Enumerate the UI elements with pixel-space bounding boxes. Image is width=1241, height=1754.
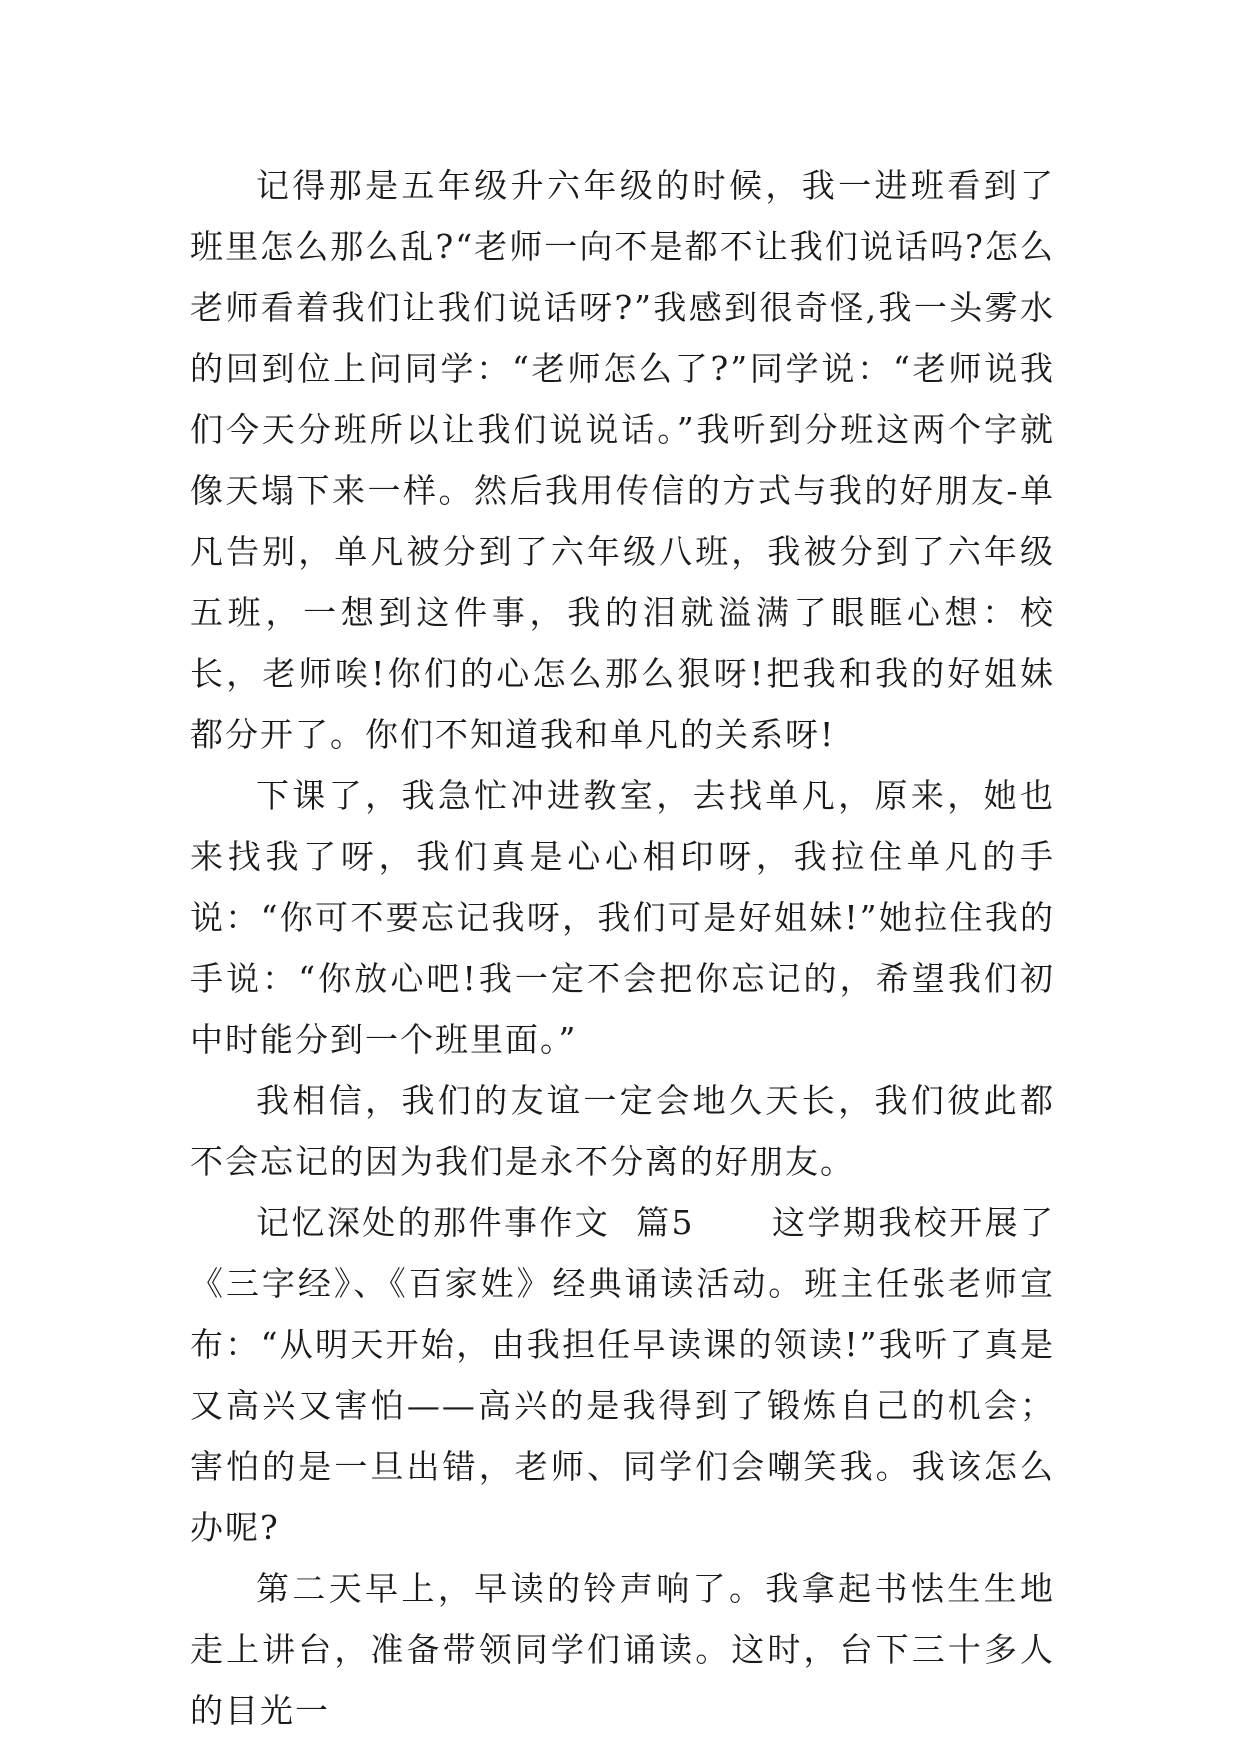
paragraph-2: 下课了，我急忙冲进教室，去找单凡，原来，她也来找我了呀，我们真是心心相印呀，我拉住单凡的手说：“你可不要忘记我呀，我们可是好姐妹!”她拉住我的手说：“你放心吧!我一定不会把你忘记的，希望我们初中时能分到一个班里面。” [190, 776, 1055, 1059]
paragraph-4: 记忆深处的那件事作文 篇5 这学期我校开展了《三字经》、《百家姓》经典诵读活动。班主任张老师宣布：“从明天开始，由我担任早读课的领读!”我听了真是又高兴又害怕——高兴的是我得到了锻炼自己的机会；害怕的是一旦出错，老师、同学们会嘲笑我。我该怎么办呢? [190, 1203, 1055, 1547]
paragraph-1: 记得那是五年级升六年级的时候，我一进班看到了班里怎么那么乱?“老师一向不是都不让我们说话吗?怎么老师看着我们让我们说话呀?”我感到很奇怪,我一头雾水的回到位上问同学：“老师怎么了?”同学说：“老师说我们今天分班所以让我们说说话。”我听到分班这两个字就像天塌下来一样。然后我用传信的方式与我的好朋友-单凡告别，单凡被分到了六年级八班，我被分到了六年级五班，一想到这件事，我的泪就溢满了眼眶心想：校长，老师唉!你们的心怎么那么狠呀!把我和我的好姐妹都分开了。你们不知道我和单凡的关系呀! [190, 166, 1055, 754]
document-page [190, 155, 1055, 1741]
paragraph-3: 我相信，我们的友谊一定会地久天长，我们彼此都不会忘记的因为我们是永不分离的好朋友。 [190, 1081, 1055, 1181]
paragraph-5: 第二天早上，早读的铃声响了。我拿起书怯生生地走上讲台，准备带领同学们诵读。这时，台下三十多人的目光一 [190, 1569, 1055, 1730]
